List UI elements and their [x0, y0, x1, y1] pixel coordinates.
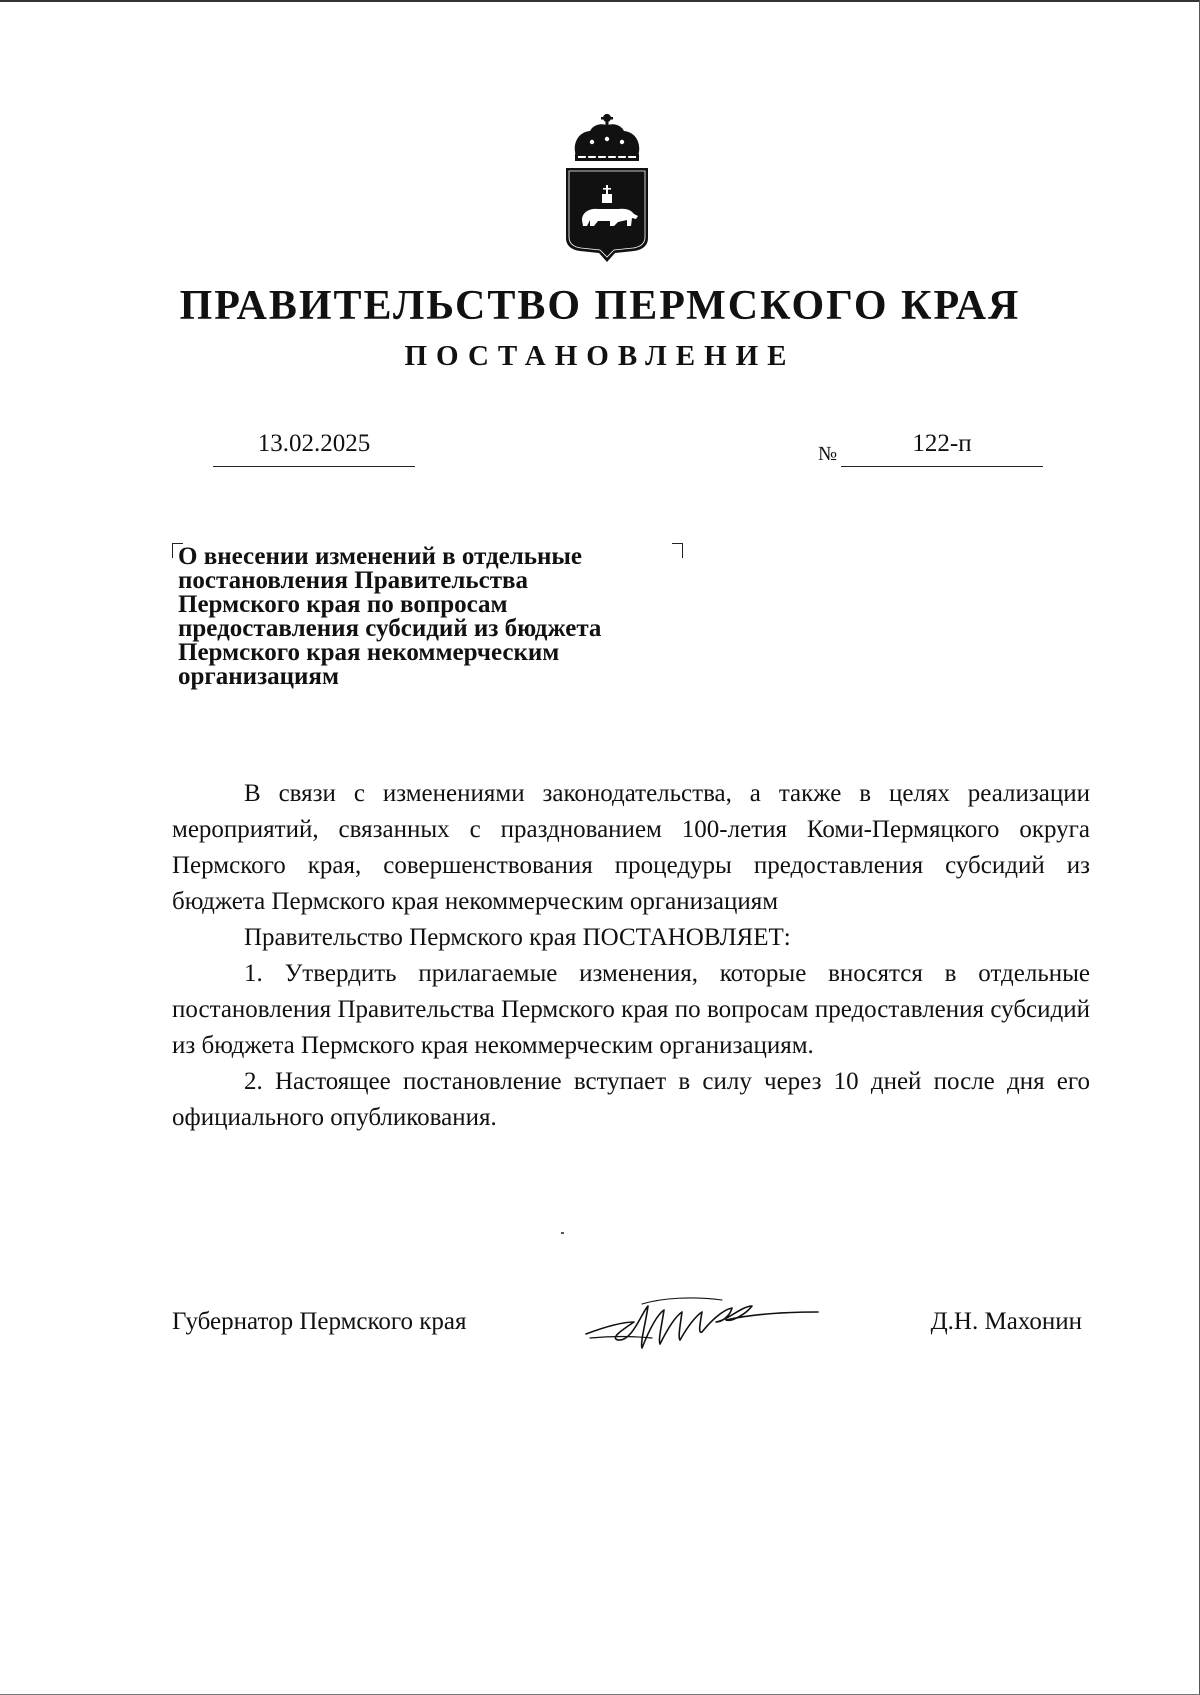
scan-speck — [561, 1232, 564, 1234]
government-title: ПРАВИТЕЛЬСТВО ПЕРМСКОГО КРАЯ — [179, 283, 1021, 329]
body-paragraph: 1. Утвердить прилагаемые изменения, которые вносятся в отдельные постановления Правительства Пермского края по вопросам предоставления субсидий из бюджета Пермского края некоммерческим организациям. — [172, 960, 1090, 1059]
subject-line: постановления Правительства — [178, 567, 528, 594]
document-type: ПОСТАНОВЛЕНИЕ — [404, 340, 796, 372]
signatory-name: Д.Н. Махонин — [930, 1308, 1082, 1335]
subject-line: Пермского края по вопросам — [178, 591, 508, 618]
document-subject — [178, 545, 698, 689]
number-sign: № — [818, 443, 838, 465]
document-number: 122-п — [912, 430, 972, 457]
subject-line: организациям — [178, 663, 339, 690]
document-date: 13.02.2025 — [257, 430, 371, 457]
subject-line: О внесении изменений в отдельные — [178, 543, 583, 570]
subject-line: Пермского края некоммерческим — [178, 639, 560, 666]
number-field — [841, 430, 1043, 467]
body-paragraph: 2. Настоящее постановление вступает в силу через 10 дней после дня его официального опубликования. — [172, 1068, 1090, 1131]
date-field — [213, 430, 415, 467]
scan-edge — [0, 0, 1200, 2]
document-body — [172, 776, 1090, 1136]
body-paragraph: Правительство Пермского края ПОСТАНОВЛЯЕТ: — [244, 924, 791, 951]
signatory-position: Губернатор Пермского края — [172, 1308, 467, 1335]
subject-line: предоставления субсидий из бюджета — [178, 615, 602, 642]
perm-krai-coat-of-arms-icon — [562, 112, 652, 262]
handwritten-signature-icon — [582, 1292, 822, 1354]
body-paragraph: В связи с изменениями законодательства, а также в целях реализации мероприятий, связанных с празднованием 100-летия Коми-Пермяцкого округа Пермского края, совершенствования процедуры предоставления субсидий из бюджета Пермского края некоммерческим организациям — [172, 780, 1090, 915]
